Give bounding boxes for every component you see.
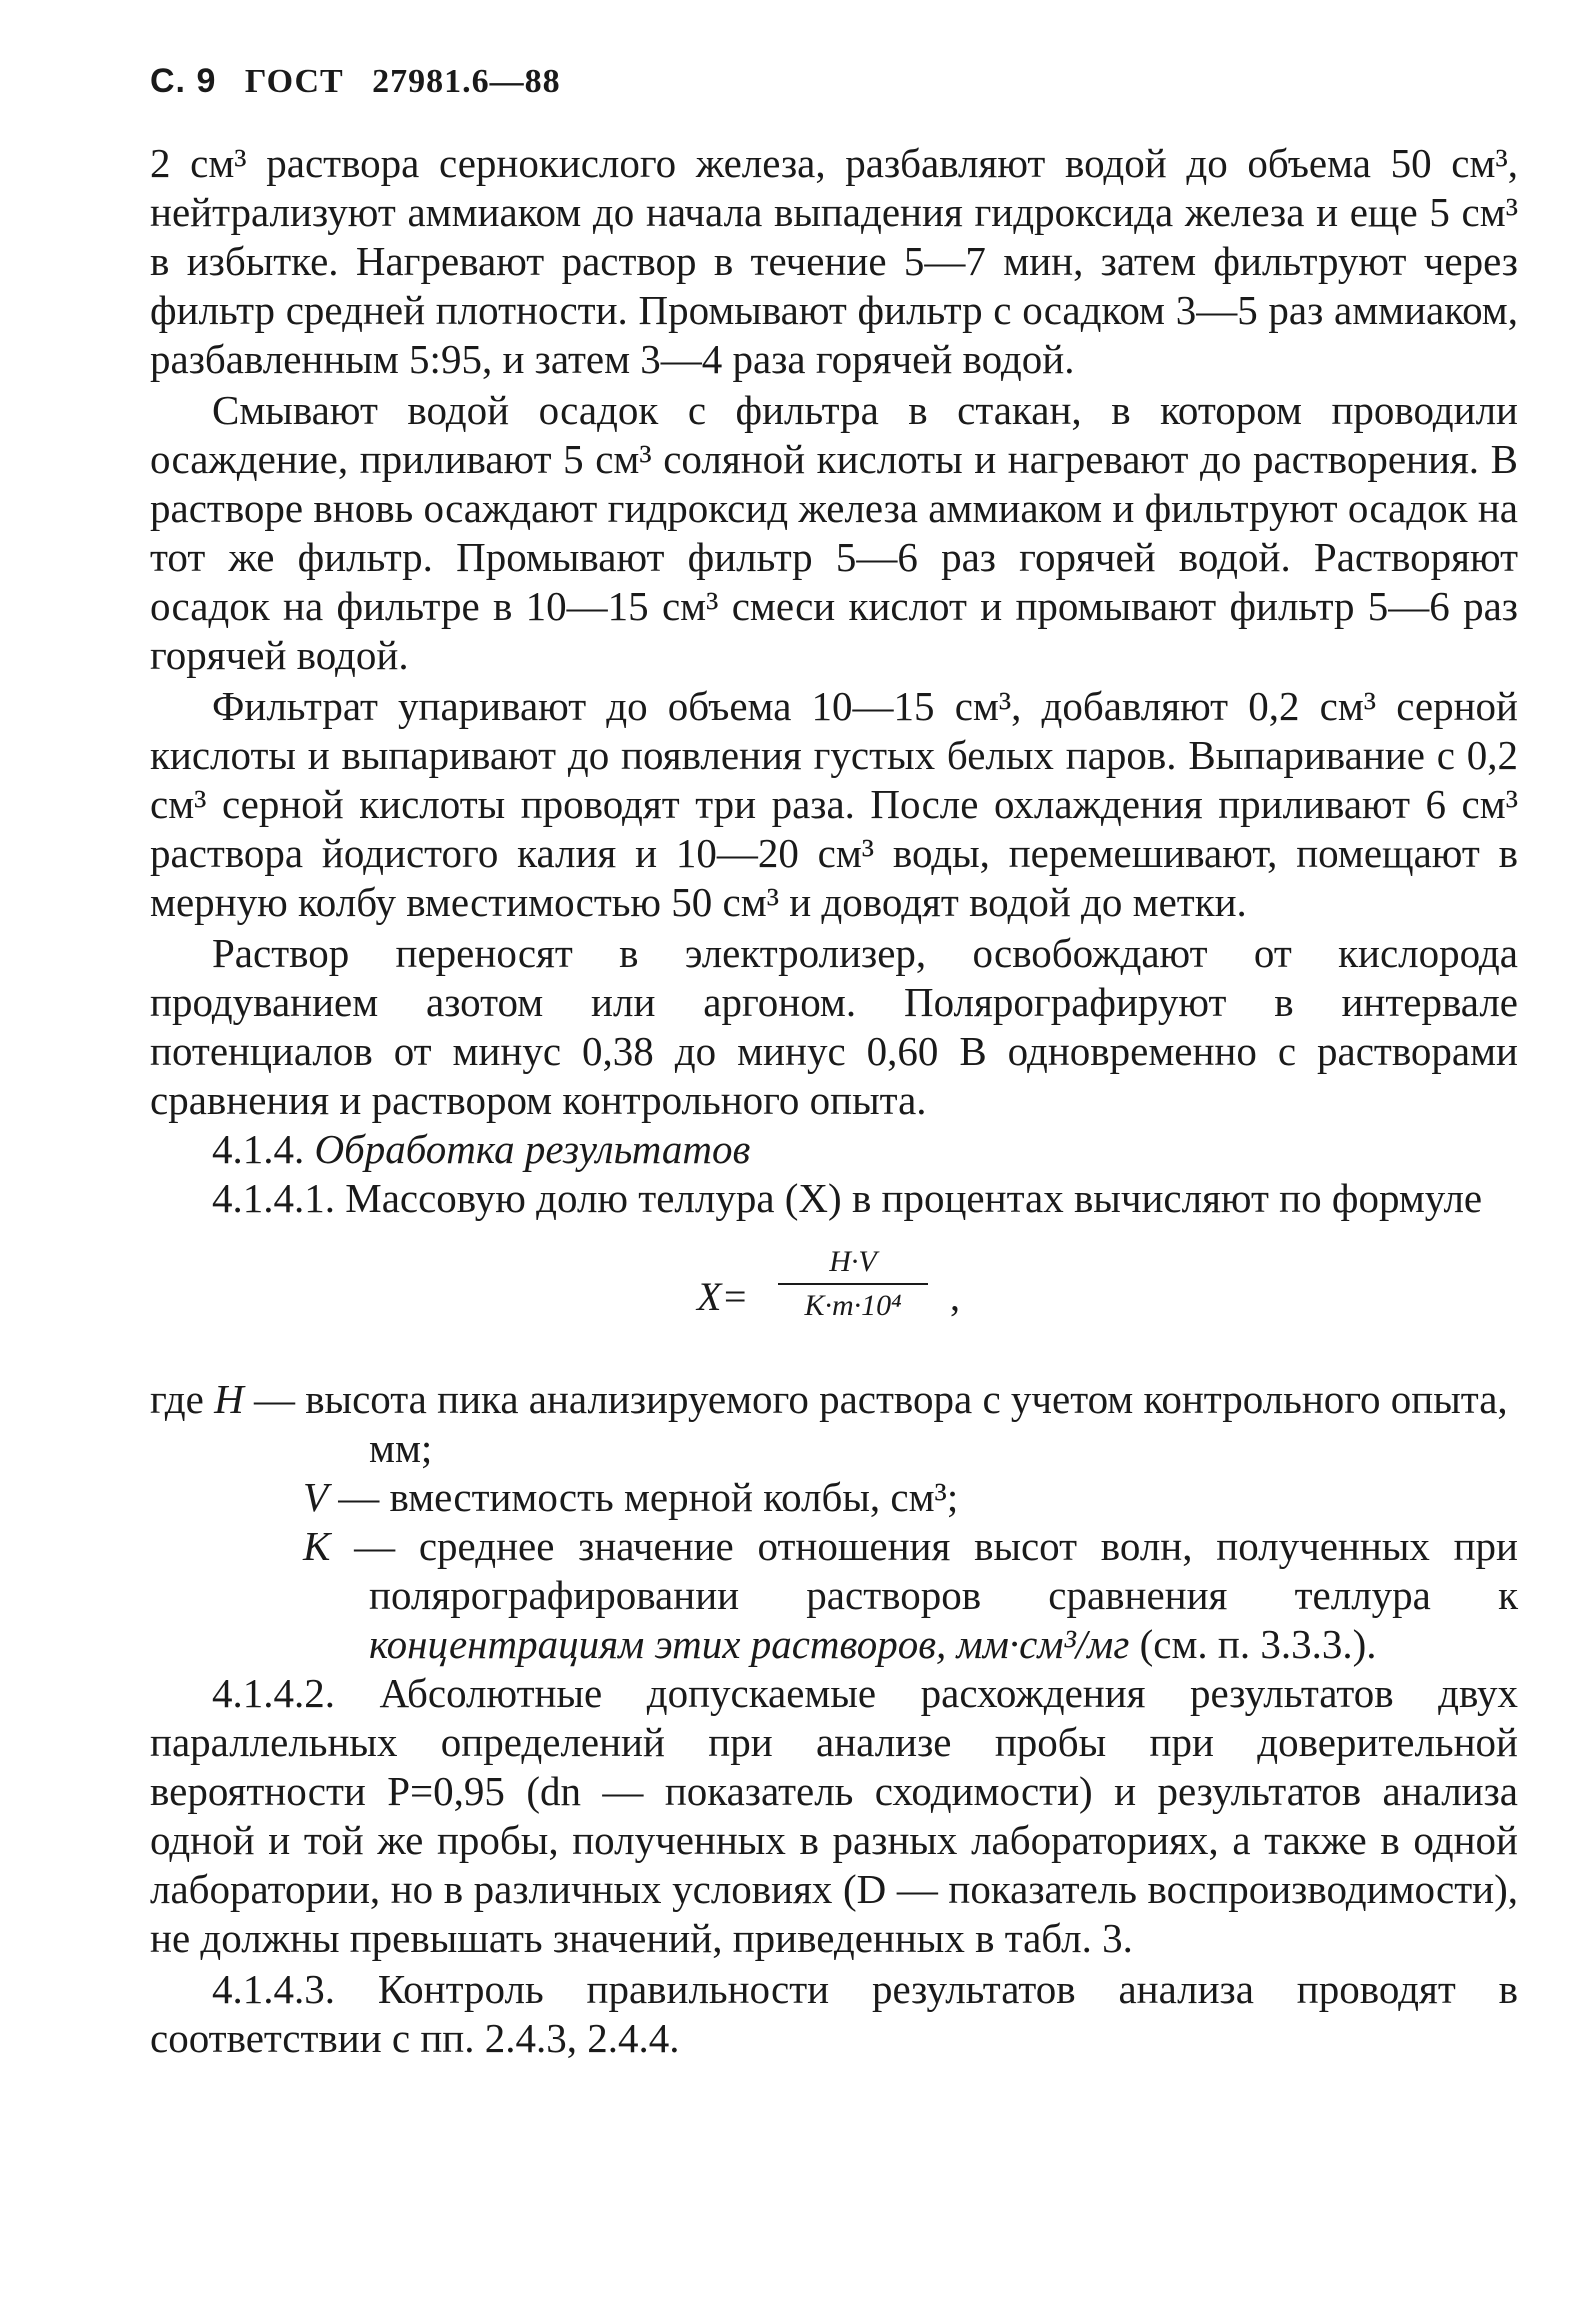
legend-item-v [150,1473,1518,1522]
formula-comma: , [950,1274,960,1319]
legend-text: — вместимость мерной колбы, см³; [338,1474,959,1520]
paragraph-4-1-4-2: 4.1.4.2. Абсолютные допускаемые расхождения результатов двух параллельных определений при анализе пробы при доверительной вероятности P=0,95 (dn — показатель сходимости) и результатов анализа одной и той же пробы, полученных в разных лабораториях, а также в одной лаборатории, но в различных условиях (D — показатель воспроизводимости), не должны превышать значений, приведенных в табл. 3. [150,1670,1518,1961]
formula-denominator: K·m·10⁴ [804,1289,902,1322]
paragraph-2: Смывают водой осадок с фильтра в стакан, в котором проводили осаждение, приливают 5 см³ соляной кислоты и нагревают до растворения. В растворе вновь осаждают гидроксид железа аммиаком и фильтруют осадок на тот же фильтр. Промывают фильтр 5—6 раз горячей водой. Растворяют осадок на фильтре в 10—15 см³ смеси кислот и промывают фильтр 5—6 раз горячей водой. [150,387,1518,678]
section-number: 4.1.4. [212,1126,305,1172]
formula-numerator: H·V [778,1245,928,1285]
legend-symbol: K [303,1523,331,1569]
formula-lhs: X= [697,1274,749,1319]
legend-text: — среднее значение отношения высот волн, полученных при полярографировании растворов сравнения теллура к [354,1523,1518,1618]
legend-text: — высота пика анализируемого раствора с учетом контрольного опыта, мм; [253,1376,1508,1471]
page-header [150,62,1518,101]
legend-text-tail: (см. п. 3.3.3.). [1129,1621,1377,1667]
paragraph-3: Фильтрат упаривают до объема 10—15 см³, добавляют 0,2 см³ серной кислоты и выпаривают до появления густых белых паров. Выпаривание с 0,2 см³ серной кислоты проводят три раза. После охлаждения приливают 6 см³ раствора йодистого калия и 10—20 см³ воды, перемешивают, помещают в мерную колбу вместимостью 50 см³ и доводят водой до метки. [150,683,1518,925]
standard-label: ГОСТ [244,63,344,100]
formula [150,1239,1518,1355]
legend-item-h [150,1375,1518,1473]
section-title: Обработка результатов [314,1126,751,1172]
variable-legend [150,1375,1518,1669]
legend-text-italic: концентрациям этих растворов, мм·см³/мг [369,1621,1130,1667]
paragraph-4: Раствор переносят в электролизер, освобождают от кислорода продуванием азотом или аргоном. Полярографируют в интервале потенциалов от минус 0,38 до минус 0,60 В одновременно с растворами сравнения и раствором контрольного опыта. [150,930,1518,1123]
paragraph-1: 2 см³ раствора сернокислого железа, разбавляют водой до объема 50 см³, нейтрализуют аммиаком до начала выпадения гидроксида железа и еще 5 см³ в избытке. Нагревают раствор в течение 5—7 мин, затем фильтруют через фильтр средней плотности. Промывают фильтр с осадком 3—5 раз аммиаком, разбавленным 5:95, и затем 3—4 раза горячей водой. [150,140,1518,382]
formula-fraction [778,1245,928,1323]
paragraph-4-1-4-3: 4.1.4.3. Контроль правильности результатов анализа проводят в соответствии с пп. 2.4.3, 2.4.4. [150,1966,1518,2061]
paragraph-4-1-4-1: 4.1.4.1. Массовую долю теллура (X) в процентах вычисляют по формуле [212,1175,1483,1221]
standard-number: 27981.6—88 [372,63,561,100]
legend-symbol: V [303,1474,329,1520]
legend-lead: где [150,1376,204,1422]
page-number: С. 9 [150,62,217,100]
legend-item-k [150,1522,1518,1669]
legend-symbol: H [214,1376,244,1422]
section-heading-4-1-4 [150,1125,1518,1174]
